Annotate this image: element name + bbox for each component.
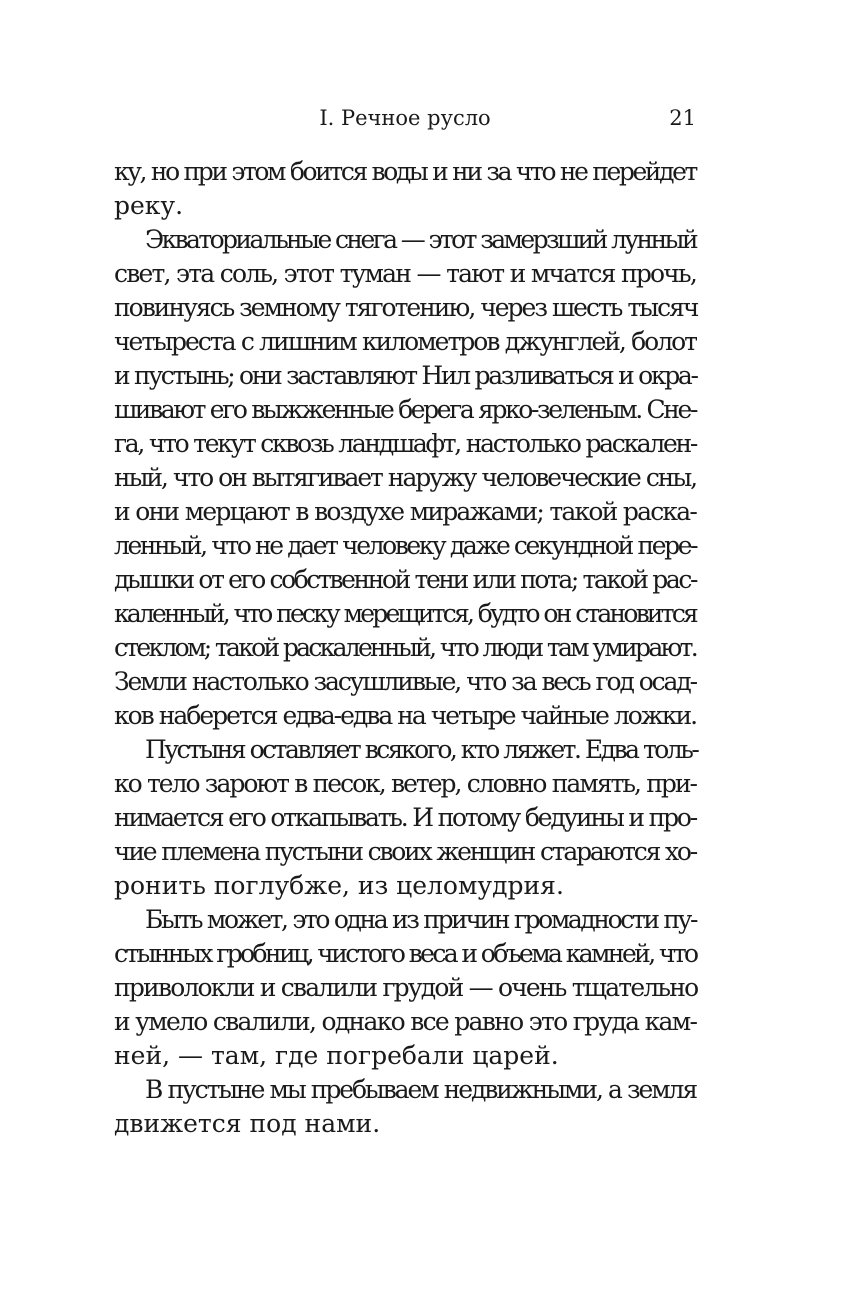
text-line: дышки от его собственной тени или пота; такой рас- <box>114 565 696 594</box>
text-line: стеклом; такой раскаленный, что люди там умирают. <box>114 633 696 662</box>
body-text <box>114 155 696 1141</box>
text-line: Пустыня оставляет всякого, кто ляжет. Едва толь- <box>145 735 698 764</box>
text-line: нимается его откапывать. И потому бедуины и про- <box>114 803 696 832</box>
text-line: повинуясь земному тяготению, через шесть тысяч <box>114 293 698 322</box>
paragraph <box>114 155 696 223</box>
text-line: и они мерцают в воздухе миражами; такой раска- <box>114 497 696 526</box>
text-line: шивают его выжженные берега ярко-зеленым. Сне- <box>114 395 696 424</box>
text-line: свет, эта соль, этот туман — тают и мчатся прочь, <box>114 259 696 288</box>
text-line: Быть может, это одна из причин громадности пу- <box>145 905 696 934</box>
paragraph <box>114 903 696 1073</box>
paragraph <box>114 733 696 903</box>
text-line: стынных гробниц, чистого веса и объема камней, что <box>114 939 697 968</box>
text-line: приволокли и свалили грудой — очень тщательно <box>114 973 698 1002</box>
text-line: реку. <box>114 191 184 220</box>
paragraph <box>114 223 696 733</box>
page-number: 21 <box>669 106 696 130</box>
running-head <box>114 106 696 136</box>
text-line: и пустынь; они заставляют Нил разливаться и окра- <box>114 361 697 390</box>
text-line: ко тело зароют в песок, ветер, словно память, при- <box>114 769 696 798</box>
text-line: ней, — там, где погребали царей. <box>114 1041 559 1070</box>
text-line: четыреста с лишним километров джунглей, болот <box>114 327 696 356</box>
chapter-title: I. Речное русло <box>319 106 491 130</box>
text-line: Земли настолько засушливые, что за весь год осад- <box>114 667 696 696</box>
text-line: ный, что он вытягивает наружу человеческие сны, <box>114 463 696 492</box>
text-line: га, что текут сквозь ландшафт, настолько раскален- <box>114 429 696 458</box>
text-line: В пустыне мы пребываем недвижными, а земля <box>145 1075 696 1104</box>
text-line: ронить поглубже, из целомудрия. <box>114 871 564 900</box>
text-line: Экваториальные снега — этот замерзший лунный <box>145 225 697 254</box>
text-line: ку, но при этом боится воды и ни за что не перейдет <box>114 157 696 186</box>
text-line: ленный, что не дает человеку даже секундной пере- <box>114 531 697 560</box>
paragraph <box>114 1073 696 1141</box>
text-line: и умело свалили, однако все равно это груда кам- <box>114 1007 697 1036</box>
text-line: ков наберется едва-едва на четыре чайные ложки. <box>114 701 697 730</box>
text-line: движется под нами. <box>114 1109 381 1138</box>
text-line: каленный, что песку мерещится, будто он становится <box>114 599 696 628</box>
text-line: чие племена пустыни своих женщин стараются хо- <box>114 837 696 866</box>
